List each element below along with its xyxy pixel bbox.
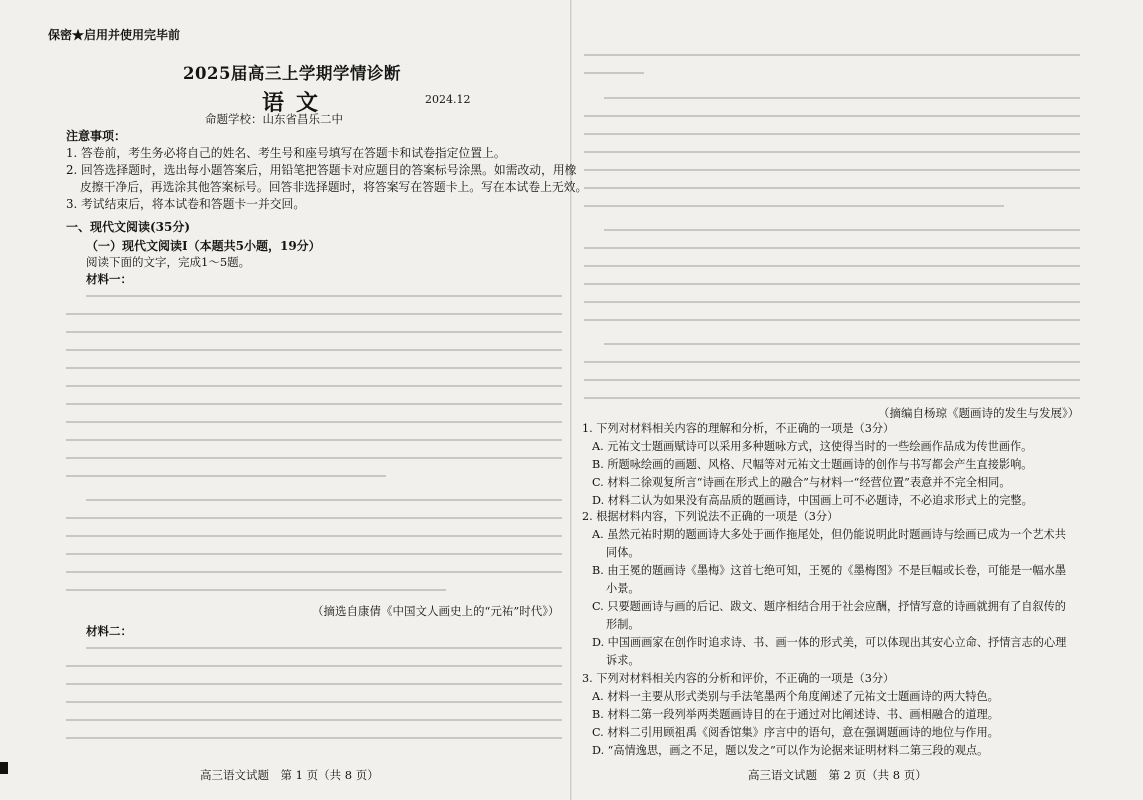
section-heading: 一、现代文阅读(35分) — [66, 220, 191, 234]
reading-instruction: 阅读下面的文字，完成1～5题。 — [86, 255, 251, 269]
page-2 — [572, 0, 1143, 800]
question-option: 小景。 — [606, 582, 640, 595]
question-option: 形制。 — [606, 618, 640, 631]
material1-label: 材料一： — [86, 272, 132, 286]
question-stem: 1. 下列对材料相关内容的理解和分析，不正确的一项是（3分） — [582, 422, 895, 435]
question-option: C. 材料二徐观复所言“诗画在形式上的融合”与材料一“经营位置”表意并不完全相同。 — [592, 476, 1011, 489]
exam-date: 2024.12 — [425, 93, 471, 106]
question-option: D. 中国画画家在创作时追求诗、书、画一体的形式美，可以体现出其安心立命、抒情言志的心理 — [592, 636, 1067, 649]
page-footer: 高三语文试题 第 2 页（共 8 页） — [748, 768, 927, 782]
notice-item: 2. 回答选择题时，选出每小题答案后，用铅笔把答题卡对应题目的答案标号涂黑。如需改动，用橡 — [66, 163, 577, 177]
subject-title: 语文 — [262, 90, 331, 116]
question-option: A. 虽然元祐时期的题画诗大多处于画作拖尾处，但仍能说明此时题画诗与绘画已成为一个艺术共 — [592, 528, 1066, 541]
question-option: 同体。 — [606, 546, 640, 559]
material2-label: 材料二： — [86, 624, 132, 638]
question-option: A. 材料一主要从形式类别与手法笔墨两个角度阐述了元祐文士题画诗的两大特色。 — [592, 690, 999, 703]
page-footer: 高三语文试题 第 1 页（共 8 页） — [200, 768, 379, 782]
question-option: B. 由王冕的题画诗《墨梅》这首七绝可知，王冕的《墨梅图》不是巨幅或长卷，可能是一幅水墨 — [592, 564, 1067, 577]
question-option: D. 材料二认为如果没有高品质的题画诗，中国画上可不必题诗，不必追求形式上的完整。 — [592, 494, 1033, 507]
secret-label: 保密★启用并使用完毕前 — [48, 28, 181, 42]
notice-item: 1. 答卷前，考生务必将自己的姓名、考生号和座号填写在答题卡和试卷指定位置上。 — [66, 146, 506, 160]
exam-title: 2025届高三上学期学情诊断 — [183, 64, 401, 83]
school-line: 命题学校：山东省昌乐二中 — [205, 112, 343, 126]
question-option: B. 所题咏绘画的画题、风格、尺幅等对元祐文士题画诗的创作与书写都会产生直接影响。 — [592, 458, 1033, 471]
question-stem: 3. 下列对材料相关内容的分析和评价，不正确的一项是（3分） — [582, 672, 895, 685]
notice-heading: 注意事项： — [66, 129, 127, 143]
material1-source: （摘选自康倩《中国文人画史上的“元祐”时代》） — [312, 604, 560, 618]
notice-item: 皮擦干净后，再选涂其他答案标号。回答非选择题时，将答案写在答题卡上。写在本试卷上无效。 — [80, 180, 588, 194]
notice-item: 3. 考试结束后，将本试卷和答题卡一并交回。 — [66, 197, 306, 211]
question-option: B. 材料二第一段列举两类题画诗目的在于通过对比阐述诗、书、画相融合的道理。 — [592, 708, 999, 721]
material2-source: （摘编自杨琼《题画诗的发生与发展》） — [878, 406, 1080, 420]
question-stem: 2. 根据材料内容，下列说法不正确的一项是（3分） — [582, 510, 839, 523]
sub-heading: （一）现代文阅读Ⅰ（本题共5小题，19分） — [86, 239, 321, 253]
question-option: C. 只要题画诗与画的后记、跋文、题序相结合用于社会应酬，抒情写意的诗画就拥有了自叙传的 — [592, 600, 1066, 613]
question-option: A. 元祐文士题画赋诗可以采用多种题咏方式，这使得当时的一些绘画作品成为传世画作。 — [592, 440, 1033, 453]
question-option: 诉求。 — [606, 654, 640, 667]
question-option: D. “高情逸思，画之不足，题以发之”可以作为论据来证明材料二第三段的观点。 — [592, 744, 989, 757]
question-option: C. 材料二引用顾祖禹《阅香馆集》序言中的语句，意在强调题画诗的地位与作用。 — [592, 726, 999, 739]
